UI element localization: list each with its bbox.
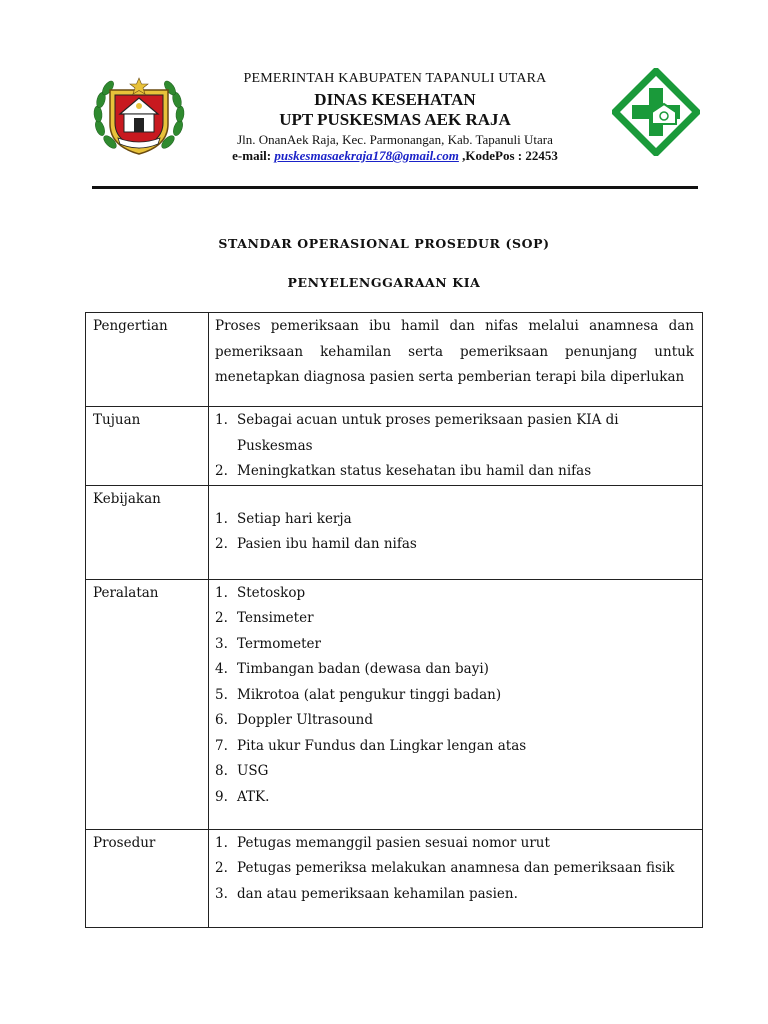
list-item: 6. Doppler Ultrasound xyxy=(215,712,373,728)
email-prefix: e-mail: xyxy=(232,148,275,163)
government-name: PEMERINTAH KABUPATEN TAPANULI UTARA xyxy=(243,71,547,86)
list-item: 9. ATK. xyxy=(215,788,270,805)
list-item: 4. Timbangan badan (dewasa dan bayi) xyxy=(215,661,489,677)
list-item: 3. Termometer xyxy=(215,635,321,652)
kebijakan-list xyxy=(215,507,694,558)
peralatan-list xyxy=(215,581,694,811)
document-title: STANDAR OPERASIONAL PROSEDUR (SOP) xyxy=(218,236,550,251)
list-item: 2. Pasien ibu hamil dan nifas xyxy=(215,536,417,552)
address: Jln. OnanAek Raja, Kec. Parmonangan, Kab. Tapanuli Utara xyxy=(237,132,553,147)
section-label: Kebijakan xyxy=(86,485,209,579)
table-row-pengertian xyxy=(86,313,703,407)
list-item: 1. Stetoskop xyxy=(215,584,306,601)
list-item: 7. Pita ukur Fundus dan Lingkar lengan atas xyxy=(215,737,527,754)
section-content xyxy=(209,313,703,407)
tujuan-list xyxy=(215,408,694,485)
list-item: 1. Setiap hari kerja xyxy=(215,510,352,527)
department-name: DINAS KESEHATAN xyxy=(314,90,476,109)
table-row-kebijakan xyxy=(86,485,703,579)
list-item: 1. Petugas memanggil pasien sesuai nomor urut xyxy=(215,834,550,851)
email-link[interactable]: puskesmasaekraja178@gmail.com xyxy=(274,148,459,163)
pengertian-text: Proses pemeriksaan ibu hamil dan nifas melalui anamnesa dan pemeriksaan kehamilan serta pemeriksaan penunjang untuk menetapkan diagnosa pasien serta pemberian terapi bila diperlukan xyxy=(215,318,694,385)
contact-line xyxy=(190,148,600,164)
list-item: 2. Tensimeter xyxy=(215,610,314,626)
letterhead-divider xyxy=(92,186,698,189)
list-item: 8. USG xyxy=(215,763,269,779)
section-label: Tujuan xyxy=(86,407,209,486)
list-item: 2. Petugas pemeriksa melakukan anamnesa dan pemeriksaan fisik xyxy=(215,860,675,876)
puskesmas-logo-icon xyxy=(612,68,700,156)
section-content xyxy=(209,485,703,579)
regency-emblem-icon xyxy=(90,68,188,160)
institution-name: UPT PUSKESMAS AEK RAJA xyxy=(279,110,511,129)
prosedur-list xyxy=(215,831,694,908)
list-item: 5. Mikrotoa (alat pengukur tinggi badan) xyxy=(215,686,502,703)
section-label: Pengertian xyxy=(86,313,209,407)
letterhead xyxy=(190,70,600,164)
table-row-tujuan xyxy=(86,407,703,486)
section-label: Peralatan xyxy=(86,579,209,829)
list-item: 3. dan atau pemeriksaan kehamilan pasien. xyxy=(215,885,518,902)
postal-code: ,KodePos : 22453 xyxy=(458,148,558,163)
section-content xyxy=(209,579,703,829)
sop-table xyxy=(85,312,703,928)
section-content xyxy=(209,829,703,927)
table-row-prosedur xyxy=(86,829,703,927)
document-subtitle: PENYELENGGARAAN KIA xyxy=(287,275,481,290)
list-item: 2. Meningkatkan status kesehatan ibu hamil dan nifas xyxy=(215,463,592,479)
list-item: 1. Sebagai acuan untuk proses pemeriksaan pasien KIA di Puskesmas xyxy=(215,412,619,454)
section-label: Prosedur xyxy=(86,829,209,927)
table-row-peralatan xyxy=(86,579,703,829)
section-content xyxy=(209,407,703,486)
